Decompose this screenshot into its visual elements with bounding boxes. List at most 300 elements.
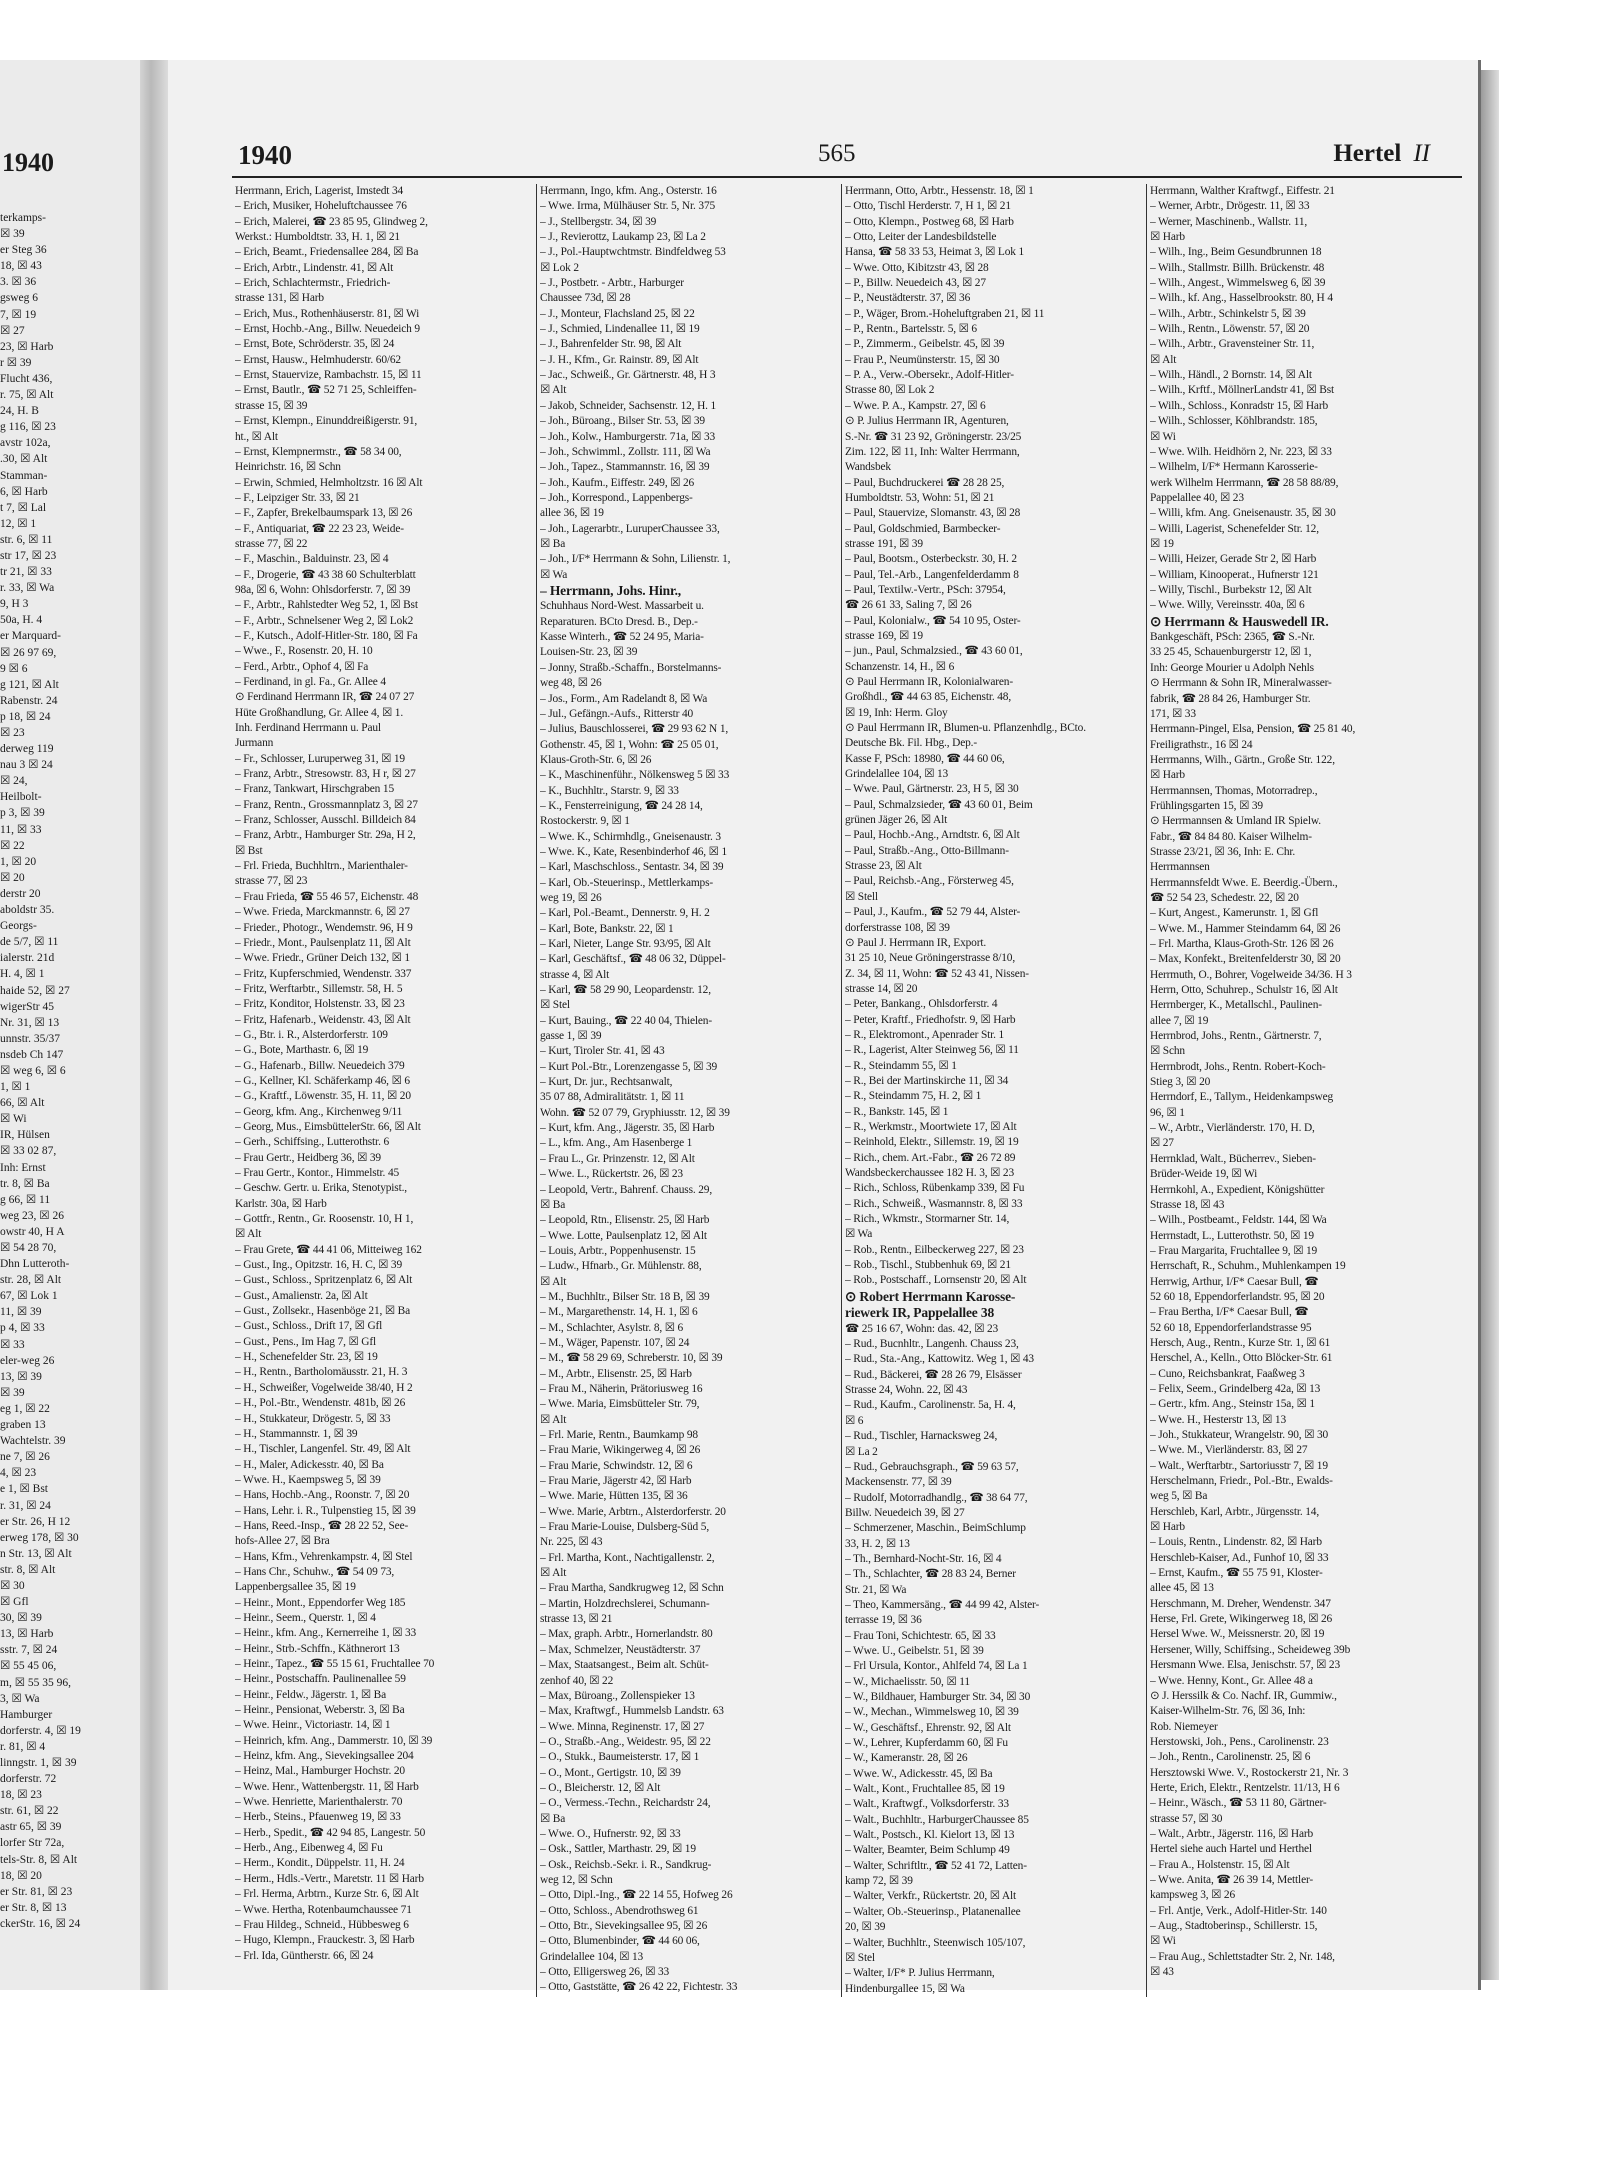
directory-entry: Herschmann, M. Dreher, Wendenstr. 347 bbox=[1150, 1597, 1331, 1610]
left-page-line: unnstr. 35/37 bbox=[0, 1032, 61, 1045]
directory-entry: Herstowski, Joh., Pens., Carolinenstr. 23 bbox=[1150, 1735, 1329, 1748]
directory-entry: Gothenstr. 45, ☒ 1, Wohn: ☎ 25 05 01, bbox=[540, 738, 719, 751]
directory-entry: Herrmann, Otto, Arbtr., Hessenstr. 18, ☒ 1 bbox=[845, 185, 1034, 197]
running-head-name: Hertel bbox=[1333, 140, 1402, 167]
directory-entry: – Hans, Lehr. i. R., Tulpenstieg 15, ☒ 39 bbox=[235, 1504, 416, 1517]
directory-entry: ☒ Bst bbox=[235, 844, 263, 857]
left-page-line: sstr. 7, ☒ 24 bbox=[0, 1644, 58, 1657]
left-page-line: terkamps- bbox=[0, 212, 46, 224]
directory-entry: Hersmann Wwe. Elsa, Jenischstr. 57, ☒ 23 bbox=[1150, 1659, 1341, 1672]
directory-entry: – Herrmann, Johs. Hinr., bbox=[540, 582, 682, 598]
directory-entry: – Heinz, kfm. Ang., Sievekingsallee 204 bbox=[235, 1750, 414, 1763]
directory-entry: – Wilh., Ing., Beim Gesundbrunnen 18 bbox=[1150, 246, 1322, 259]
directory-entry: – Gust., Schloss., Spritzenplatz 6, ☒ Alt bbox=[235, 1274, 413, 1287]
directory-entry: S.-Nr. ☎ 31 23 92, Gröningerstr. 23/25 bbox=[845, 430, 1022, 443]
directory-entry: – Paul, Goldschmied, Barmbecker- bbox=[845, 522, 1001, 535]
directory-entry: – Ernst, Hausw., Helmhuderstr. 60/62 bbox=[235, 353, 401, 366]
left-page-line: p 3, ☒ 39 bbox=[0, 807, 45, 820]
directory-entry: – Karl, Nieter, Lange Str. 93/95, ☒ Alt bbox=[540, 938, 711, 950]
directory-entry: – Hans, Hochb.-Ang., Roonstr. 7, ☒ 20 bbox=[235, 1489, 410, 1502]
directory-entry: ☒ La 2 bbox=[845, 1445, 878, 1458]
left-page-line: 66, ☒ Alt bbox=[0, 1097, 45, 1110]
directory-entry: terrasse 19, ☒ 36 bbox=[845, 1614, 922, 1627]
directory-entry: Chaussee 73d, ☒ 28 bbox=[540, 292, 631, 305]
directory-entry: Reparaturen. BCto Dresd. B., Dep.- bbox=[540, 615, 698, 628]
left-page-line: 11, ☒ 39 bbox=[0, 1306, 42, 1319]
directory-entry: – Paul, Bootsm., Osterbeckstr. 30, H. 2 bbox=[845, 553, 1017, 566]
directory-entry: – Wwe. K., Schirmhdlg., Gneisenaustr. 3 bbox=[540, 830, 721, 843]
directory-entry: – Herb., Steins., Pfauenweg 19, ☒ 33 bbox=[235, 1811, 401, 1824]
directory-entry: ☒ Alt bbox=[540, 1275, 567, 1288]
directory-entry: – Ernst, Klempnermstr., ☎ 58 34 00, bbox=[235, 445, 402, 458]
directory-entry: – K., Buchhltr., Starstr. 9, ☒ 33 bbox=[540, 784, 679, 797]
left-page-line: 9, H 3 bbox=[0, 598, 29, 611]
directory-entry: – Frau P., Neumünsterstr. 15, ☒ 30 bbox=[845, 353, 1000, 366]
directory-entry: – Herb., Ang., Eibenweg 4, ☒ Fu bbox=[235, 1842, 383, 1855]
directory-entry: – Paul, Kolonialw., ☎ 54 10 95, Oster- bbox=[845, 614, 1021, 627]
directory-entry: – Jakob, Schneider, Sachsenstr. 12, H. 1 bbox=[540, 399, 717, 412]
directory-entry: – Wwe. H., Kaempsweg 5, ☒ 39 bbox=[235, 1473, 381, 1486]
directory-entry: – Gust., Ing., Opitzstr. 16, H. C, ☒ 39 bbox=[235, 1259, 402, 1272]
directory-entry: strasse 57, ☒ 30 bbox=[1150, 1812, 1223, 1825]
directory-entry: – Rud., Bäckerei, ☎ 28 26 79, Elsässer bbox=[845, 1368, 1022, 1381]
directory-entry: Louisen-Str. 23, ☒ 39 bbox=[540, 646, 638, 659]
directory-entry: – K., Maschinenführ., Nölkensweg 5 ☒ 33 bbox=[540, 769, 730, 782]
directory-entry: Wandsbek bbox=[845, 461, 891, 474]
directory-entry: – Paul, Buchdruckerei ☎ 28 28 25, bbox=[845, 476, 1005, 489]
directory-entry: kampsweg 3, ☒ 26 bbox=[1150, 1889, 1236, 1902]
directory-entry: – Wwe. Irma, Mülhäuser Str. 5, Nr. 375 bbox=[540, 200, 716, 213]
directory-entry: 52 60 18, Eppendorferlandstr. 95, ☒ 20 bbox=[1150, 1290, 1325, 1303]
directory-entry: strasse 169, ☒ 19 bbox=[845, 629, 923, 642]
directory-entry: – F., Arbtr., Schnelsener Weg 2, ☒ Lok2 bbox=[235, 614, 414, 627]
directory-entry: – Joh., Schwimml., Zollstr. 111, ☒ Wa bbox=[540, 445, 711, 458]
left-page-line: 3. ☒ 36 bbox=[0, 276, 37, 289]
directory-entry: – Felix, Seem., Grindelberg 42a, ☒ 13 bbox=[1150, 1382, 1321, 1395]
directory-entry: – Ernst, Kaufm., ☎ 55 75 91, Kloster- bbox=[1150, 1567, 1323, 1580]
directory-entry: – Paul, Tel.-Arb., Langenfelderdamm 8 bbox=[845, 568, 1019, 581]
left-page-line: ☒ 39 bbox=[0, 1386, 25, 1399]
directory-entry: Hansa, ☎ 58 33 53, Heimat 3, ☒ Lok 1 bbox=[845, 246, 1025, 259]
directory-entry: Herrn, Otto, Schuhrep., Schulstr 16, ☒ Alt bbox=[1150, 984, 1338, 997]
directory-entry: ☒ 43 bbox=[1150, 1966, 1174, 1979]
left-page-line: dorferstr. 72 bbox=[0, 1773, 57, 1786]
directory-entry: ⊙ Paul Herrmann IR, Blumen-u. Pflanzenhdlg., BCto. bbox=[845, 722, 1086, 735]
directory-entry: – Wilh., Stallmstr. Billh. Brückenstr. 48 bbox=[1150, 261, 1325, 274]
directory-entry: – Wwe. Lotte, Paulsenplatz 12, ☒ Alt bbox=[540, 1229, 707, 1242]
directory-entry: – Otto, Elligersweg 26, ☒ 33 bbox=[540, 1966, 670, 1979]
directory-entry: – M., Schlachter, Asylstr. 8, ☒ 6 bbox=[540, 1321, 684, 1334]
directory-entry: Heinrichstr. 16, ☒ Schn bbox=[235, 461, 341, 474]
directory-entry: – Rich., Schweiß., Wasmannstr. 8, ☒ 33 bbox=[845, 1197, 1023, 1210]
directory-entry: – Jul., Gefängn.-Aufs., Ritterstr 40 bbox=[540, 707, 694, 720]
left-page-line: weg 23, ☒ 26 bbox=[0, 1209, 64, 1222]
directory-entry: strasse 14, ☒ 20 bbox=[845, 982, 918, 995]
left-page-year: 1940 bbox=[2, 148, 54, 177]
directory-entry: 33 25 45, Schauenburgerstr 12, ☒ 1, bbox=[1150, 646, 1312, 659]
directory-entry: – Herm., Kondit., Düppelstr. 11, H. 24 bbox=[235, 1857, 405, 1870]
directory-entry: – Wilh., Angest., Wimmelsweg 6, ☒ 39 bbox=[1150, 277, 1326, 290]
left-page-line: Rabenstr. 24 bbox=[0, 694, 58, 707]
directory-entry: – Wwe. W., Adickesstr. 45, ☒ Ba bbox=[845, 1767, 993, 1780]
directory-entry: – Frl. Martha, Kont., Nachtigallenstr. 2, bbox=[540, 1551, 715, 1564]
directory-entry: weg 12, ☒ Schn bbox=[540, 1873, 613, 1886]
directory-entry: – Heinz, Mal., Hamburger Hochstr. 20 bbox=[235, 1765, 405, 1778]
left-page-line: Flucht 436, bbox=[0, 372, 53, 385]
directory-entry: 20, ☒ 39 bbox=[845, 1921, 886, 1934]
left-page-line: n Str. 13, ☒ Alt bbox=[0, 1547, 72, 1560]
directory-entry: – Rud., Gebrauchsgraph., ☎ 59 63 57, bbox=[845, 1460, 1019, 1473]
directory-entry: – Otto, Gaststätte, ☎ 26 42 22, Fichtestr. 33 bbox=[540, 1981, 738, 1994]
left-page-line: g 116, ☒ 23 bbox=[0, 421, 56, 434]
left-page-line: H. 4, ☒ 1 bbox=[0, 968, 45, 981]
left-page-line: Wachtelstr. 39 bbox=[0, 1435, 66, 1448]
directory-entry: – Theo, Kammersäng., ☎ 44 99 42, Alster- bbox=[845, 1598, 1040, 1611]
directory-entry: – Wwe. Anita, ☎ 26 39 14, Mettler- bbox=[1150, 1873, 1314, 1886]
left-page-line: 50a, H. 4 bbox=[0, 614, 43, 627]
directory-entry: Schuhhaus Nord-West. Massarbeit u. bbox=[540, 600, 704, 613]
directory-entry: – Rud., Sta.-Ang., Kattowitz. Weg 1, ☒ 43 bbox=[845, 1353, 1034, 1366]
directory-entry: Herte, Erich, Elektr., Rentzelstr. 11/13, H 6 bbox=[1150, 1781, 1340, 1794]
directory-entry: – Peter, Bankang., Ohlsdorferstr. 4 bbox=[845, 998, 998, 1011]
left-page-line: 18, ☒ 20 bbox=[0, 1869, 42, 1882]
directory-entry: Bankgeschäft, PSch: 2365, ☎ S.-Nr. bbox=[1150, 631, 1315, 644]
directory-entry: – H., Maler, Adickesstr. 40, ☒ Ba bbox=[235, 1458, 384, 1471]
directory-entry: – Ernst, Bote, Schröderstr. 35, ☒ 24 bbox=[235, 338, 395, 351]
directory-entry: ⊙ Herrmannsen & Umland IR Spielw. bbox=[1150, 815, 1321, 828]
left-page-line: derweg 119 bbox=[0, 743, 54, 756]
directory-entry: Herrmanns, Wilh., Gärtn., Große Str. 122, bbox=[1150, 753, 1335, 766]
header-rule bbox=[232, 176, 1462, 178]
directory-entry: – Joh., Kaufm., Eiffestr. 249, ☒ 26 bbox=[540, 476, 695, 489]
directory-entry: – W., Mechan., Wimmelsweg 10, ☒ 39 bbox=[845, 1706, 1019, 1719]
directory-entry: Grindelallee 104, ☒ 13 bbox=[540, 1950, 644, 1963]
directory-entry: – Willy, Tischl., Burbekstr 12, ☒ Alt bbox=[1150, 583, 1312, 596]
directory-entry: – Walt., Kraftwgf., Volksdorferstr. 33 bbox=[845, 1798, 1009, 1811]
directory-entry: – G., Btr. i. R., Alsterdorferstr. 109 bbox=[235, 1028, 388, 1041]
directory-entry: ☒ Ba bbox=[540, 1812, 566, 1825]
left-page-line: Heilbolt- bbox=[0, 791, 42, 804]
directory-entry: – Frau Marie, Jägerstr 42, ☒ Harb bbox=[540, 1475, 692, 1488]
directory-entry: Strasse 18, ☒ 43 bbox=[1150, 1198, 1225, 1211]
directory-entry: ☒ Wi bbox=[1150, 430, 1176, 443]
directory-entry: – Frau Gertr., Heidberg 36, ☒ 39 bbox=[235, 1151, 381, 1164]
directory-entry: – J., Bahrenfelder Str. 98, ☒ Alt bbox=[540, 338, 682, 351]
directory-entry: Herrmannsen, Thomas, Motorradrep., bbox=[1150, 784, 1318, 797]
directory-entry: – W., Michaelisstr. 50, ☒ 11 bbox=[845, 1675, 970, 1688]
directory-entry: Stieg 3, ☒ 20 bbox=[1150, 1076, 1211, 1089]
left-page-line: ne 7, ☒ 26 bbox=[0, 1451, 50, 1464]
left-page-line: t 7, ☒ Lal bbox=[0, 501, 47, 514]
directory-entry: gasse 1, ☒ 39 bbox=[540, 1030, 602, 1043]
directory-entry: allee 36, ☒ 19 bbox=[540, 507, 604, 520]
left-facing-page bbox=[0, 60, 142, 1990]
directory-entry: Hertel siehe auch Hartel und Herthel bbox=[1150, 1843, 1312, 1856]
directory-entry: – jun., Paul, Schmalzsied., ☎ 43 60 01, bbox=[845, 645, 1023, 658]
directory-entry: – Martin, Holzdrechslerei, Schumann- bbox=[540, 1597, 710, 1610]
directory-entry: – H., Pol.-Btr., Wendenstr. 481b, ☒ 26 bbox=[235, 1397, 406, 1410]
directory-entry: – Franz, Arbtr., Stresowstr. 83, H r, ☒ 27 bbox=[235, 768, 416, 781]
directory-entry: – Karl, Ob.-Steuerinsp., Mettlerkamps- bbox=[540, 876, 714, 889]
directory-entry: – Wilh., Arbtr., Gravensteiner Str. 11, bbox=[1150, 338, 1315, 351]
directory-entry: – Otto, Schloss., Abendrothsweg 61 bbox=[540, 1904, 699, 1917]
directory-entry: – R., Werkmstr., Moortwiete 17, ☒ Alt bbox=[845, 1120, 1017, 1133]
directory-entry: ☒ Alt bbox=[235, 1228, 262, 1241]
left-page-line: lorfer Str 72a, bbox=[0, 1837, 65, 1850]
left-page-line: e 1, ☒ Bst bbox=[0, 1483, 49, 1496]
directory-entry: – Wwe. Henriette, Marienthalerstr. 70 bbox=[235, 1796, 403, 1809]
directory-entry: Mackensenstr. 77, ☒ 39 bbox=[845, 1476, 952, 1489]
directory-entry: – Wwe. Otto, Kibitzstr 43, ☒ 28 bbox=[845, 261, 989, 274]
directory-entry: strasse 15, ☒ 39 bbox=[235, 399, 308, 412]
directory-entry: – Leopold, Rtn., Elisenstr. 25, ☒ Harb bbox=[540, 1214, 710, 1227]
directory-entry: – Joh., Rentn., Carolinenstr. 25, ☒ 6 bbox=[1150, 1751, 1311, 1764]
directory-entry: Herschleb, Karl, Arbtr., Jürgensstr. 14, bbox=[1150, 1505, 1320, 1518]
directory-entry: Strasse 23/21, ☒ 36, Inh: E. Chr. bbox=[1150, 845, 1296, 858]
directory-entry: Strasse 80, ☒ Lok 2 bbox=[845, 384, 935, 397]
directory-entry: – Erich, Arbtr., Lindenstr. 41, ☒ Alt bbox=[235, 261, 394, 274]
left-page-line: 11, ☒ 33 bbox=[0, 823, 42, 836]
directory-entry: – Rich., Wkmstr., Stormarner Str. 14, bbox=[845, 1213, 1010, 1226]
left-page-line: derstr 20 bbox=[0, 887, 41, 900]
directory-entry: – Kurt, Dr. jur., Rechtsanwalt, bbox=[540, 1076, 673, 1089]
left-page-line: nau 3 ☒ 24 bbox=[0, 759, 53, 772]
directory-entry: ⊙ J. Herssilk & Co. Nachf. IR, Gummiw., bbox=[1150, 1689, 1337, 1702]
directory-entry: ☎ 26 61 33, Saling 7, ☒ 26 bbox=[845, 599, 972, 612]
directory-entry: – H., Schweißer, Vogelweide 38/40, H 2 bbox=[235, 1381, 413, 1394]
left-page-line: eg 1, ☒ 22 bbox=[0, 1402, 50, 1415]
left-page-line: ☒ 39 bbox=[0, 228, 25, 241]
volume-number: II bbox=[1413, 140, 1430, 167]
directory-entry: Hersch, Aug., Rentn., Kurze Str. 1, ☒ 61 bbox=[1150, 1336, 1331, 1349]
directory-entry: – W., Lehrer, Kupferdamm 60, ☒ Fu bbox=[845, 1737, 1008, 1750]
directory-entry: – W., Geschäftsf., Ehrenstr. 92, ☒ Alt bbox=[845, 1721, 1011, 1734]
directory-entry: – R., Steindamm 55, ☒ 1 bbox=[845, 1059, 957, 1072]
directory-entry: – R., Elektromont., Apenrader Str. 1 bbox=[845, 1028, 1005, 1041]
directory-entry: – Wwe. Frieda, Marckmannstr. 6, ☒ 27 bbox=[235, 906, 410, 919]
directory-entry: ☒ Schn bbox=[1150, 1045, 1185, 1058]
directory-entry: – Ernst, Stauervize, Rambachstr. 15, ☒ 11 bbox=[235, 369, 422, 382]
left-page-line: IR, Hülsen bbox=[0, 1129, 50, 1142]
directory-entry: ☒ Harb bbox=[1150, 1521, 1185, 1534]
directory-entry: – F., Zapfer, Brekelbaumspark 13, ☒ 26 bbox=[235, 507, 413, 520]
left-page-line: str. 8, ☒ Alt bbox=[0, 1563, 56, 1576]
directory-entry: – Wwe., F., Rosenstr. 20, H. 10 bbox=[235, 645, 373, 658]
directory-entry: – Karl, Bote, Bankstr. 22, ☒ 1 bbox=[540, 922, 674, 935]
directory-entry: – Wwe. P. A., Kampstr. 27, ☒ 6 bbox=[845, 399, 986, 412]
left-page-line: ☒ 30 bbox=[0, 1579, 25, 1592]
directory-entry: – F., Leipziger Str. 33, ☒ 21 bbox=[235, 491, 360, 504]
directory-entry: – Wilh., Postbeamt., Feldstr. 144, ☒ Wa bbox=[1150, 1214, 1327, 1227]
left-page-line: nsdeb Ch 147 bbox=[0, 1048, 64, 1061]
directory-entry: Großhdl., ☎ 44 63 85, Eichenstr. 48, bbox=[845, 691, 1012, 704]
directory-entry: – Paul, Straßb.-Ang., Otto-Billmann- bbox=[845, 844, 1009, 857]
directory-entry: – Heinr., kfm. Ang., Kernerreihe 1, ☒ 33 bbox=[235, 1627, 417, 1640]
directory-page bbox=[168, 60, 1481, 1995]
directory-entry: – Wwe. H., Hesterstr 13, ☒ 13 bbox=[1150, 1413, 1286, 1426]
directory-entry: – P., Wäger, Brom.-Hoheluftgraben 21, ☒ 11 bbox=[845, 307, 1045, 320]
directory-entry: – Fritz, Werftarbtr., Sillemstr. 58, H. 5 bbox=[235, 982, 403, 995]
directory-entry: – Wilh., Rentn., Löwenstr. 57, ☒ 20 bbox=[1150, 323, 1310, 336]
directory-entry: kamp 72, ☒ 39 bbox=[845, 1875, 913, 1888]
directory-entry: ☒ 19, Inh: Herm. Gloy bbox=[845, 706, 948, 719]
header-year: 1940 bbox=[238, 140, 292, 170]
left-page-line: ☒ Wi bbox=[0, 1113, 27, 1126]
directory-entry: – Franz, Rentn., Grossmannplatz 3, ☒ 27 bbox=[235, 798, 418, 811]
left-page-line: linngstr. 1, ☒ 39 bbox=[0, 1757, 77, 1769]
directory-entry: – Frl Ursula, Kontor., Ahlfeld 74, ☒ La 1 bbox=[845, 1660, 1028, 1673]
directory-entry: – Wwe. Hertha, Rotenbaumchaussee 71 bbox=[235, 1903, 412, 1916]
left-page-line: er Str. 26, H 12 bbox=[0, 1515, 71, 1528]
directory-entry: ☒ Wa bbox=[845, 1228, 873, 1241]
directory-entry: – Friedr., Mont., Paulsenplatz 11, ☒ Alt bbox=[235, 936, 411, 949]
left-page-line: p 4, ☒ 33 bbox=[0, 1322, 45, 1335]
directory-entry: – Paul, Textilw.-Vertr., PSch: 37954, bbox=[845, 583, 1006, 596]
directory-entry: – Walter, Verkfr., Rückertstr. 20, ☒ Alt bbox=[845, 1890, 1017, 1903]
directory-entry: dorferstrasse 108, ☒ 39 bbox=[845, 921, 950, 934]
left-page-line: ☒ 23 bbox=[0, 727, 25, 739]
directory-entry: – Gottfr., Rentn., Gr. Roosenstr. 10, H 1, bbox=[235, 1213, 414, 1226]
directory-entry: – Rob., Tischl., Stubbenhuk 69, ☒ 21 bbox=[845, 1259, 1011, 1272]
directory-entry: Grindelallee 104, ☒ 13 bbox=[845, 768, 949, 781]
directory-entry: – M., Arbtr., Elisenstr. 25, ☒ Harb bbox=[540, 1367, 692, 1380]
left-page-line: aboldstr 35. bbox=[0, 904, 55, 917]
left-page-line: 3, ☒ Wa bbox=[0, 1692, 40, 1705]
left-page-line: str 17, ☒ 23 bbox=[0, 549, 57, 562]
directory-entry: – Werner, Arbtr., Drögestr. 11, ☒ 33 bbox=[1150, 200, 1310, 213]
directory-entry: – Willi, Lagerist, Schenefelder Str. 12, bbox=[1150, 522, 1319, 535]
directory-entry: – Joh., I/F* Herrmann & Sohn, Lilienstr. 1, bbox=[540, 553, 731, 566]
left-page-line: ialerstr. 21d bbox=[0, 952, 55, 965]
directory-entry: – W., Bildhauer, Hamburger Str. 34, ☒ 30 bbox=[845, 1691, 1031, 1703]
directory-entry: – Wilhelm, I/F* Hermann Karosserie- bbox=[1150, 461, 1318, 474]
directory-entry: – Rob., Postschaff., Lornsenstr 20, ☒ Alt bbox=[845, 1274, 1027, 1287]
directory-entry: – Walt., Buchhltr., HarburgerChaussee 85 bbox=[845, 1813, 1029, 1826]
directory-entry: – Schmerzener, Maschin., BeimSchlump bbox=[845, 1522, 1026, 1535]
directory-entry: Herrnkohl, A., Expedient, Königshütter bbox=[1150, 1183, 1325, 1196]
directory-entry: – Wwe. Henr., Wattenbergstr. 11, ☒ Harb bbox=[235, 1780, 419, 1793]
directory-entry: ☎ 52 54 23, Schedestr. 22, ☒ 20 bbox=[1150, 891, 1299, 904]
directory-entry: – Frau L., Gr. Prinzenstr. 12, ☒ Alt bbox=[540, 1152, 695, 1165]
directory-entry: Herrmannsen bbox=[1150, 861, 1210, 874]
directory-entry: 52 60 18, Eppendorferlandstrasse 95 bbox=[1150, 1321, 1312, 1334]
directory-entry: Inh: George Mourier u Adolph Nehls bbox=[1150, 661, 1314, 674]
directory-entry: – Ferd., Arbtr., Ophof 4, ☒ Fa bbox=[235, 660, 369, 673]
directory-entry: Rob. Niemeyer bbox=[1150, 1720, 1218, 1733]
left-page-line: r. 81, ☒ 4 bbox=[0, 1740, 46, 1753]
directory-entry: – Fritz, Konditor, Holstenstr. 33, ☒ 23 bbox=[235, 998, 405, 1011]
directory-entry: – Julius, Bauschlosserei, ☎ 29 93 62 N 1, bbox=[540, 723, 729, 736]
directory-entry: – Walter, Schriftltr., ☎ 52 41 72, Latten- bbox=[845, 1859, 1027, 1872]
directory-entry: Wandsbeckerchaussee 182 H. 3, ☒ 23 bbox=[845, 1167, 1014, 1179]
directory-entry: – Gertr., kfm. Ang., Steinstr 15a, ☒ 1 bbox=[1150, 1398, 1315, 1411]
directory-entry: – W., Kameranstr. 28, ☒ 26 bbox=[845, 1752, 968, 1765]
directory-entry: – Kurt, Tiroler Str. 41, ☒ 43 bbox=[540, 1045, 665, 1058]
directory-entry: riewerk IR, Pappelallee 38 bbox=[845, 1305, 995, 1321]
directory-entry: – Osk., Reichsb.-Sekr. i. R., Sandkrug- bbox=[540, 1858, 712, 1871]
directory-entry: – Kurt, kfm. Ang., Jägerstr. 35, ☒ Harb bbox=[540, 1122, 715, 1135]
left-page-line: graben 13 bbox=[0, 1419, 46, 1432]
directory-entry: – Joh., Kolw., Hamburgerstr. 71a, ☒ 33 bbox=[540, 430, 716, 443]
left-page-line: 4, ☒ 23 bbox=[0, 1467, 37, 1480]
directory-entry: Humboldtstr. 53, Wohn: 51, ☒ 21 bbox=[845, 491, 995, 504]
directory-entry: – Osk., Sattler, Marthastr. 29, ☒ 19 bbox=[540, 1843, 696, 1856]
directory-entry: weg 48, ☒ 26 bbox=[540, 677, 602, 690]
directory-entry: Herrmann, Ingo, kfm. Ang., Osterstr. 16 bbox=[540, 185, 717, 197]
left-page-line: 67, ☒ Lok 1 bbox=[0, 1290, 58, 1303]
directory-entry: – Ernst, Klempn., Einunddreißigerstr. 91, bbox=[235, 415, 418, 428]
directory-entry: allee 7, ☒ 19 bbox=[1150, 1014, 1209, 1027]
directory-entry: – Frau A., Holstenstr. 15, ☒ Alt bbox=[1150, 1858, 1290, 1871]
left-page-line: r. 75, ☒ Alt bbox=[0, 389, 54, 402]
directory-entry: – Frau Marie-Louise, Dulsberg-Süd 5, bbox=[540, 1521, 710, 1534]
directory-entry: – O., Bleicherstr. 12, ☒ Alt bbox=[540, 1781, 661, 1794]
directory-entry: – Rudolf, Motorradhandlg., ☎ 38 64 77, bbox=[845, 1491, 1028, 1504]
directory-entry: – Kurt, Angest., Kamerunstr. 1, ☒ Gfl bbox=[1150, 907, 1319, 920]
left-page-line: 6, ☒ Harb bbox=[0, 485, 48, 498]
left-page-line: ckerStr. 16, ☒ 24 bbox=[0, 1917, 81, 1930]
directory-entry: – Frau Gertr., Kontor., Himmelstr. 45 bbox=[235, 1167, 400, 1179]
directory-entry: Herrnbrod, Johs., Rentn., Gärtnerstr. 7, bbox=[1150, 1030, 1322, 1043]
directory-entry: – Fritz, Hafenarb., Weidenstr. 43, ☒ Alt bbox=[235, 1013, 411, 1026]
directory-entry: – J., Revierottz, Laukamp 23, ☒ La 2 bbox=[540, 231, 706, 244]
directory-entry: strasse 77, ☒ 22 bbox=[235, 537, 308, 550]
directory-entry: – G., Kellner, Kl. Schäferkamp 46, ☒ 6 bbox=[235, 1074, 410, 1087]
directory-entry: – H., Tischler, Langenfel. Str. 49, ☒ Alt bbox=[235, 1443, 411, 1456]
directory-entry: Str. 21, ☒ Wa bbox=[845, 1583, 907, 1596]
directory-entry: 98a, ☒ 6, Wohn: Ohlsdorferstr. 7, ☒ 39 bbox=[235, 583, 411, 596]
directory-entry: – Heinr., Tapez., ☎ 55 15 61, Fruchtallee 70 bbox=[235, 1658, 435, 1670]
directory-entry: – William, Kinooperat., Hufnerstr 121 bbox=[1150, 568, 1319, 581]
directory-entry: – Leopold, Vertr., Bahrenf. Chauss. 29, bbox=[540, 1183, 713, 1196]
directory-entry: ☒ Harb bbox=[1150, 231, 1185, 244]
directory-entry: – Ernst, Bautlr., ☎ 52 71 25, Schleiffen- bbox=[235, 384, 417, 397]
directory-entry: – Max, Büroang., Zollenspieker 13 bbox=[540, 1689, 695, 1702]
directory-entry: – Otto, Dipl.-Ing., ☎ 22 14 55, Hofweg 26 bbox=[540, 1889, 733, 1902]
directory-entry: – M., Margarethenstr. 14, H. 1, ☒ 6 bbox=[540, 1306, 698, 1319]
book-gutter bbox=[140, 60, 168, 1990]
directory-entry: – O., Straßb.-Ang., Weidestr. 95, ☒ 22 bbox=[540, 1735, 711, 1748]
directory-entry: werk Wilhelm Herrmann, ☎ 28 58 88/89, bbox=[1150, 476, 1339, 489]
directory-entry: Herrnbrodt, Johs., Rentn. Robert-Koch- bbox=[1150, 1060, 1326, 1073]
directory-entry: – Frau Bertha, I/F* Caesar Bull, ☎ bbox=[1150, 1306, 1309, 1319]
directory-entry: Herrwig, Arthur, I/F* Caesar Bull, ☎ bbox=[1150, 1275, 1319, 1288]
directory-entry: – H., Rentn., Bartholomäusstr. 21, H. 3 bbox=[235, 1366, 408, 1379]
directory-entry: ⊙ Ferdinand Herrmann IR, ☎ 24 07 27 bbox=[235, 691, 415, 704]
directory-entry: – Wilh., Schloss., Konradstr 15, ☒ Harb bbox=[1150, 399, 1329, 412]
running-head bbox=[1333, 140, 1430, 168]
directory-entry: Hersener, Willy, Schiffsing., Scheideweg 39b bbox=[1150, 1643, 1351, 1656]
directory-entry: – H., Stammannstr. 1, ☒ 39 bbox=[235, 1427, 358, 1440]
directory-entry: – Rud., Kaufm., Carolinenstr. 5a, H. 4, bbox=[845, 1399, 1016, 1412]
left-page-line: de 5/7, ☒ 11 bbox=[0, 936, 59, 949]
directory-entry: strasse 4, ☒ Alt bbox=[540, 968, 610, 981]
left-page-line: Nr. 31, ☒ 13 bbox=[0, 1016, 60, 1029]
directory-entry: – Gust., Pens., Im Hag 7, ☒ Gfl bbox=[235, 1335, 376, 1348]
directory-entry: – Karl, Maschschloss., Sentastr. 34, ☒ 39 bbox=[540, 861, 724, 874]
directory-entry: – Franz, Schlosser, Ausschl. Billdeich 84 bbox=[235, 814, 416, 827]
directory-entry: ☒ Harb bbox=[1150, 769, 1185, 782]
directory-entry: Herse, Frl. Grete, Wikingerweg 18, ☒ 26 bbox=[1150, 1613, 1333, 1626]
directory-entry: Hüte Großhandlung, Gr. Allee 4, ☒ 1. bbox=[235, 706, 404, 719]
directory-entry: – Franz, Tankwart, Hirschgraben 15 bbox=[235, 783, 395, 796]
directory-entry: – O., Stukk., Baumeisterstr. 17, ☒ 1 bbox=[540, 1751, 700, 1764]
left-page-line: avstr 102a, bbox=[0, 437, 51, 450]
directory-entry: – P., Billw. Neuedeich 43, ☒ 27 bbox=[845, 277, 986, 290]
directory-entry: 31 25 10, Neue Gröningerstrasse 8/10, bbox=[845, 952, 1016, 965]
left-page-line: ☒ 54 28 70, bbox=[0, 1242, 57, 1254]
directory-entry: – Wwe. Minna, Reginenstr. 17, ☒ 27 bbox=[540, 1720, 705, 1733]
